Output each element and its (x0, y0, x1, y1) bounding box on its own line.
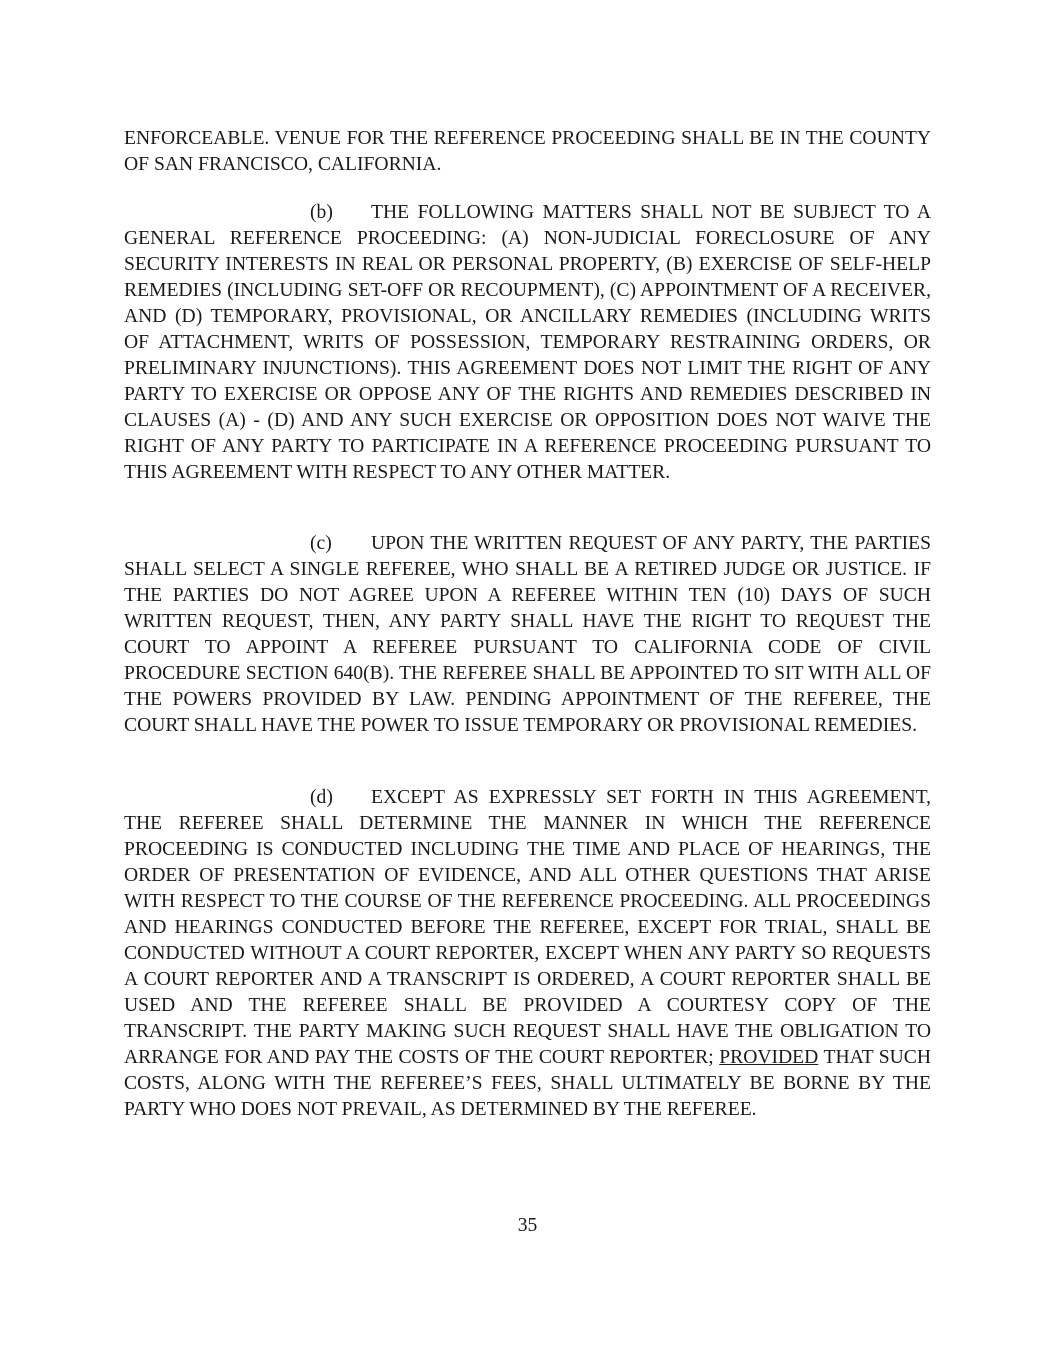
paragraph-marker-c: (c) (310, 533, 332, 554)
paragraph-continuation: ENFORCEABLE. VENUE FOR THE REFERENCE PROCEEDING SHALL BE IN THE COUNTY OF SAN FRANCISCO, CALIFORNIA. (124, 128, 931, 175)
paragraph-d (124, 785, 931, 1123)
page-number: 35 (517, 1215, 538, 1236)
paragraph-text-c: UPON THE WRITTEN REQUEST OF ANY PARTY, THE PARTIES SHALL SELECT A SINGLE REFEREE, WHO SHALL BE A RETIRED JUDGE OR JUSTICE. IF THE PARTIES DO NOT AGREE UPON A REFEREE WITHIN TEN (10) DAYS OF SUCH WRITTEN REQUEST, THEN, ANY PARTY SHALL HAVE THE RIGHT TO REQUEST THE COURT TO APPOINT A REFEREE PURSUANT TO CALIFORNIA CODE OF CIVIL PROCEDURE SECTION 640(B). THE REFEREE SHALL BE APPOINTED TO SIT WITH ALL OF THE POWERS PROVIDED BY LAW. PENDING APPOINTMENT OF THE REFEREE, THE COURT SHALL HAVE THE POWER TO ISSUE TEMPORARY OR PROVISIONAL REMEDIES. (124, 533, 931, 736)
paragraph-b (124, 200, 931, 486)
paragraph-marker-b: (b) (310, 202, 333, 223)
paragraph-marker-d: (d) (310, 787, 333, 808)
paragraph-text-d-before: EXCEPT AS EXPRESSLY SET FORTH IN THIS AGREEMENT, THE REFEREE SHALL DETERMINE THE MANNER IN WHICH THE REFERENCE PROCEEDING IS CONDUCTED INCLUDING THE TIME AND PLACE OF HEARINGS, THE ORDER OF PRESENTATION OF EVIDENCE, AND ALL OTHER QUESTIONS THAT ARISE WITH RESPECT TO THE COURSE OF THE REFERENCE PROCEEDING. ALL PROCEEDINGS AND HEARINGS CONDUCTED BEFORE THE REFEREE, EXCEPT FOR TRIAL, SHALL BE CONDUCTED WITHOUT A COURT REPORTER, EXCEPT WHEN ANY PARTY SO REQUESTS A COURT REPORTER AND A TRANSCRIPT IS ORDERED, A COURT REPORTER SHALL BE USED AND THE REFEREE SHALL BE PROVIDED A COURTESY COPY OF THE TRANSCRIPT. THE PARTY MAKING SUCH REQUEST SHALL HAVE THE OBLIGATION TO ARRANGE FOR AND PAY THE COSTS OF THE COURT REPORTER; (124, 787, 931, 1068)
provided-emphasis: PROVIDED (719, 1047, 819, 1068)
paragraph-text-d-after: THAT SUCH COSTS, ALONG WITH THE REFEREE’S FEES, SHALL ULTIMATELY BE BORNE BY THE PARTY WHO DOES NOT PREVAIL, AS DETERMINED BY THE REFEREE. (124, 1047, 931, 1120)
paragraph-text-b: THE FOLLOWING MATTERS SHALL NOT BE SUBJECT TO A GENERAL REFERENCE PROCEEDING: (A) NON-JUDICIAL FORECLOSURE OF ANY SECURITY INTERESTS IN REAL OR PERSONAL PROPERTY, (B) EXERCISE OF SELF-HELP REMEDIES (INCLUDING SET-OFF OR RECOUPMENT), (C) APPOINTMENT OF A RECEIVER, AND (D) TEMPORARY, PROVISIONAL, OR ANCILLARY REMEDIES (INCLUDING WRITS OF ATTACHMENT, WRITS OF POSSESSION, TEMPORARY RESTRAINING ORDERS, OR PRELIMINARY INJUNCTIONS). THIS AGREEMENT DOES NOT LIMIT THE RIGHT OF ANY PARTY TO EXERCISE OR OPPOSE ANY OF THE RIGHTS AND REMEDIES DESCRIBED IN CLAUSES (A) - (D) AND ANY SUCH EXERCISE OR OPPOSITION DOES NOT WAIVE THE RIGHT OF ANY PARTY TO PARTICIPATE IN A REFERENCE PROCEEDING PURSUANT TO THIS AGREEMENT WITH RESPECT TO ANY OTHER MATTER. (124, 202, 931, 483)
paragraph-c (124, 531, 931, 739)
